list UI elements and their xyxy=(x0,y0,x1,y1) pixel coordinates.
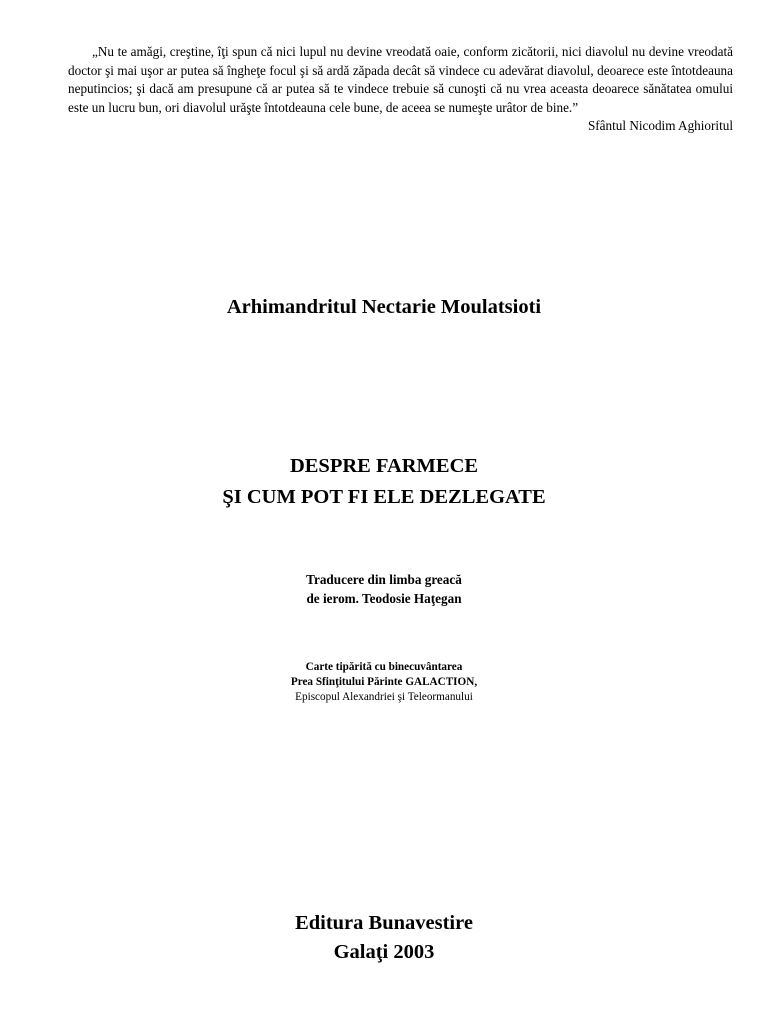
blessing-line-3: Episcopul Alexandriei şi Teleormanului xyxy=(295,691,473,703)
blessing-line-2: Prea Sfinţitului Părinte GALACTION, xyxy=(290,676,478,688)
translation-credit xyxy=(0,570,768,608)
translation-line-1: Traducere din limba greacă xyxy=(306,572,462,587)
epigraph-author: Sfântul Nicodim Aghioritul xyxy=(587,118,733,133)
blessing-note xyxy=(0,660,768,705)
title-line-2: ŞI CUM POT FI ELE DEZLEGATE xyxy=(222,486,546,508)
book-title xyxy=(0,451,768,513)
translation-line-2: de ierom. Teodosie Haţegan xyxy=(306,591,462,606)
publisher-block xyxy=(0,909,768,967)
publisher-name: Editura Bunavestire xyxy=(295,912,473,934)
epigraph xyxy=(68,43,733,136)
blessing-line-1: Carte tipărită cu binecuvântarea xyxy=(305,661,463,673)
epigraph-quote: „Nu te amăgi, creştine, îţi spun că nici lupul nu devine vreodată oaie, conform zicătorii, nici diavolul nu devine vreodată doctor şi mai uşor ar putea să îngheţe focul şi să ardă zăpada decât să vindece cu adevărat diavolul, deoarece este întotdeauna neputincios; şi dacă am presupune că ar putea să te vindece trebuie să cunoşti că nu vrea aceasta deoarece sănătatea omului este un lucru bun, ori diavolul urăşte întotdeauna cele bune, de aceea se numeşte urâtor de bine.” xyxy=(68,44,733,115)
title-line-1: DESPRE FARMECE xyxy=(289,455,479,477)
publisher-place-year: Galaţi 2003 xyxy=(333,941,435,963)
book-author: Arhimandritul Nectarie Moulatsioti xyxy=(226,296,542,318)
